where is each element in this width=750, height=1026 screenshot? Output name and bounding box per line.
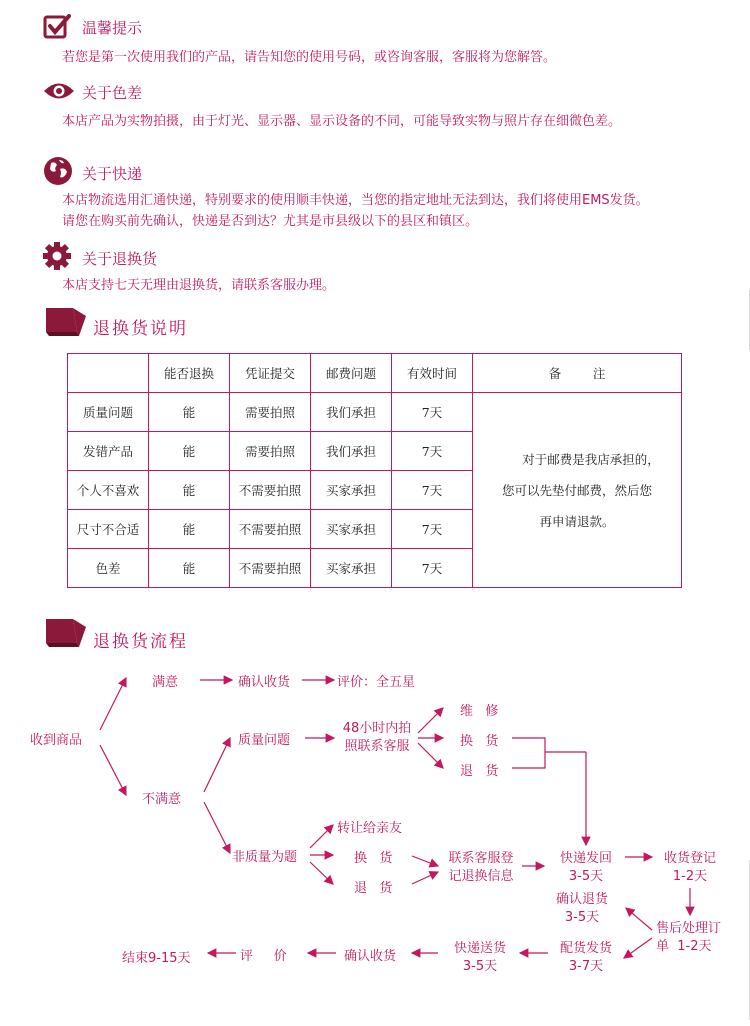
flow-aftersale <box>656 920 721 956</box>
flow-aftersale-line2: 单 1-2天 <box>656 939 712 954</box>
flow-confirm-return <box>542 891 622 927</box>
table-cell: 不需要拍照 <box>230 549 311 588</box>
flow-unsatisfied: 不满意 <box>142 792 182 807</box>
flow-receive: 收到商品 <box>30 733 83 748</box>
color-diff-title: 关于色差 <box>82 84 143 102</box>
flow-ship-back-line1: 快递发回 <box>559 851 612 866</box>
table-cell: 7天 <box>392 471 473 510</box>
table-header-cell: 能否退换 <box>149 354 230 393</box>
table-cell: 能 <box>149 510 230 549</box>
flow-confirm-receipt-top: 确认收货 <box>238 675 291 690</box>
table-cell: 发错产品 <box>68 432 149 471</box>
flow-review: 评 价 <box>240 949 287 964</box>
flow-dispatch-line2: 3-7天 <box>568 959 604 974</box>
table-cell: 7天 <box>392 393 473 432</box>
note-line: 对于邮费是我店承担的， <box>522 451 660 467</box>
flow-return-a: 退 货 <box>460 764 499 779</box>
flow-transfer: 转让给亲友 <box>337 821 403 836</box>
flow-courier-line2: 3-5天 <box>462 959 498 974</box>
tips-body: 若您是第一次使用我们的产品，请告知您的使用号码，或咨询客服，客服将为您解答。 <box>62 50 557 65</box>
table-cell: 不需要拍照 <box>230 471 311 510</box>
color-diff-body: 本店产品为实物拍摄，由于灯光、显示器、显示设备的不同，可能导致实物与照片存在细微色差。 <box>62 114 622 129</box>
flow-receipt-reg <box>652 850 728 886</box>
table-cell: 买家承担 <box>311 510 392 549</box>
table-cell: 能 <box>149 549 230 588</box>
table-cell: 色差 <box>68 549 149 588</box>
flow-quality-issue: 质量问题 <box>238 733 291 748</box>
table-cell: 需要拍照 <box>230 393 311 432</box>
delivery-title: 关于快递 <box>82 165 143 183</box>
table-cell: 个人不喜欢 <box>68 471 149 510</box>
table-cell: 7天 <box>392 432 473 471</box>
flow-photo-48h-line1: 48小时内拍 <box>342 721 412 736</box>
flow-contact-line1: 联系客服登 <box>448 851 514 866</box>
flow-exchange-a: 换 货 <box>460 734 499 749</box>
tips-title: 温馨提示 <box>82 19 143 37</box>
table-cell: 能 <box>149 393 230 432</box>
flow-photo-48h <box>337 720 417 756</box>
flow-end: 结束9-15天 <box>122 951 191 966</box>
flow-contact-cs <box>440 850 522 886</box>
table-header-cell: 备 注 <box>473 354 682 393</box>
returns-body: 本店支持七天无理由退换货，请联系客服办理。 <box>62 278 336 293</box>
flow-ship-back <box>546 850 626 886</box>
flow-dispatch <box>548 940 624 976</box>
table-cell: 能 <box>149 432 230 471</box>
flow-confirm-return-line1: 确认退货 <box>555 892 608 907</box>
flow-confirm-return-line2: 3-5天 <box>564 910 600 925</box>
flow-receipt-reg-line1: 收货登记 <box>663 851 716 866</box>
returns-title: 关于退换货 <box>82 250 158 268</box>
flow-satisfied: 满意 <box>152 675 179 690</box>
flow-return-b: 退 货 <box>354 881 393 896</box>
table-cell: 能 <box>149 471 230 510</box>
flow-aftersale-line1: 售后处理订 <box>656 921 722 936</box>
delivery-line2: 请您在购买前先确认，快递是否到达？尤其是市县级以下的县区和镇区。 <box>62 214 479 229</box>
table-cell: 不需要拍照 <box>230 510 311 549</box>
table-cell: 7天 <box>392 549 473 588</box>
table-header-cell: 有效时间 <box>392 354 473 393</box>
table-cell: 我们承担 <box>311 393 392 432</box>
flow-courier-line1: 快递送货 <box>453 941 506 956</box>
flow-repair: 维 修 <box>460 704 499 719</box>
note-line: 再申请退款。 <box>539 513 615 529</box>
table-header-cell: 邮费问题 <box>311 354 392 393</box>
flow-exchange-b: 换 货 <box>354 851 393 866</box>
note-line: 您可以先垫付邮费，然后您 <box>501 482 652 498</box>
flow-receipt-reg-line2: 1-2天 <box>672 869 708 884</box>
flow-non-quality: 非质量为题 <box>232 850 298 865</box>
table-cell: 买家承担 <box>311 549 392 588</box>
delivery-line1: 本店物流选用汇通快递，特别要求的使用顺丰快递，当您的指定地址无法到达，我们将使用EMS发货。 <box>62 193 649 208</box>
flow-courier <box>442 940 518 976</box>
table-cell: 需要拍照 <box>230 432 311 471</box>
table-cell: 质量问题 <box>68 393 149 432</box>
return-flow-title: 退换货流程 <box>93 632 188 652</box>
table-cell: 买家承担 <box>311 471 392 510</box>
table-cell: 我们承担 <box>311 432 392 471</box>
flow-ship-back-line2: 3-5天 <box>568 869 604 884</box>
flow-dispatch-line1: 配货发货 <box>559 941 612 956</box>
table-header-cell: 凭证提交 <box>230 354 311 393</box>
flow-confirm-receipt-bottom: 确认收货 <box>344 949 397 964</box>
flow-contact-line2: 记退换信息 <box>448 869 514 884</box>
return-policy-title: 退换货说明 <box>93 319 188 339</box>
flow-photo-48h-line2: 照联系客服 <box>344 739 410 754</box>
flow-review-five-star: 评价：全五星 <box>337 675 416 690</box>
table-cell: 尺寸不合适 <box>68 510 149 549</box>
table-cell: 7天 <box>392 510 473 549</box>
